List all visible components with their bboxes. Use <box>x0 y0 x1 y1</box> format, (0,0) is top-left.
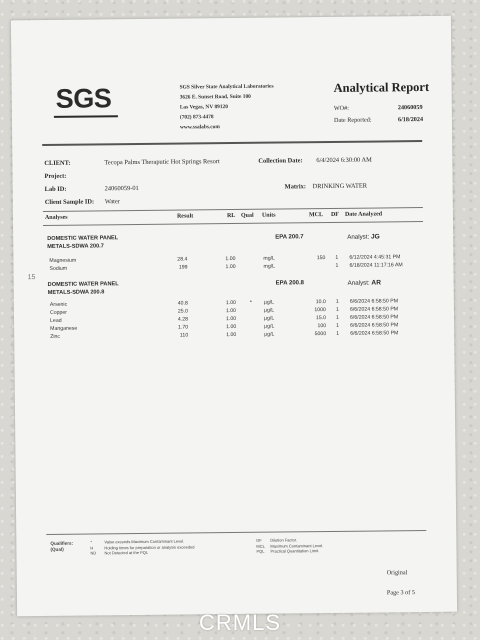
analyst-label: Analyst: <box>347 233 370 241</box>
row-df: 1 <box>335 314 339 321</box>
row-result: 110 <box>179 332 189 339</box>
date-reported-value: 6/18/2024 <box>397 116 424 124</box>
row-mcl: 5000 <box>314 331 327 338</box>
matrix-value: DRINKING WATER <box>312 182 368 191</box>
logo-underline <box>54 115 118 118</box>
row-rl: 1.00 <box>225 307 237 315</box>
wo-number: 24060059 <box>397 104 423 112</box>
row-df: 1 <box>335 306 339 313</box>
row-result: 25.0 <box>177 308 188 315</box>
analyst-label: Analyst: <box>347 279 370 287</box>
section-title-line2: METALS-SDWA 200.8 <box>47 289 105 296</box>
row-mcl: 1000 <box>314 307 326 314</box>
col-df: DF <box>330 211 339 218</box>
qualifier-code: H <box>90 544 94 551</box>
row-name: Magnesium <box>49 257 77 264</box>
lab-phone: (702) 873-4478 <box>179 114 214 121</box>
qualifier-code: PQL <box>256 548 265 554</box>
client-value: Tecopa Palms Theraputic Hot Springs Resort <box>104 158 220 167</box>
row-name: Zinc <box>50 333 61 340</box>
row-result: 40.8 <box>177 300 188 307</box>
analyst-field <box>347 233 380 240</box>
client-sample-label: Client Sample ID: <box>44 198 95 206</box>
analyst-field <box>348 279 381 286</box>
qualifier-code: ND <box>90 550 97 556</box>
qualifiers-label-line1: Qualifiers: <box>50 540 74 546</box>
col-result: Result <box>176 213 194 220</box>
row-mcl: 10.0 <box>315 299 326 306</box>
qualifier-item <box>256 548 323 554</box>
row-name: Arsenic <box>49 301 68 308</box>
row-df: 1 <box>335 254 339 261</box>
qualifier-text: Value exceeds Maximum Contaminant Level. <box>104 538 185 545</box>
matrix-label: Matrix: <box>284 183 306 191</box>
qualifiers-legend-left <box>90 538 194 556</box>
qualifier-item <box>90 549 194 556</box>
row-name: Lead <box>50 317 62 324</box>
row-mcl: 15.0 <box>315 315 327 322</box>
row-units: mg/L <box>263 255 275 262</box>
qualifier-text: Maximum Contaminant Level. <box>270 542 324 549</box>
client-label: CLIENT: <box>44 159 71 167</box>
col-date-analyzed: Date Analyzed <box>344 211 383 218</box>
row-mcl: 150 <box>316 255 326 262</box>
row-date: 6/6/2024 6:58:50 PM <box>350 322 399 329</box>
section-title-line1: DOMESTIC WATER PANEL <box>47 281 119 288</box>
collection-date-label: Collection Date: <box>258 157 303 165</box>
date-reported-label: Date Reported: <box>333 116 372 124</box>
row-result: 4.28 <box>177 316 189 323</box>
page-number: Page 3 of 5 <box>386 589 415 597</box>
project-label: Project: <box>44 172 67 180</box>
row-rl: 1.00 <box>225 263 236 271</box>
row-units: µg/L <box>264 331 275 338</box>
analyst-initials: AR <box>371 279 381 287</box>
qualifiers-label-line2: (Qual) <box>50 546 64 552</box>
qualifiers-legend-right <box>256 537 323 554</box>
qualifiers-label <box>50 541 73 552</box>
row-df: 1 <box>336 330 340 337</box>
row-qual: * <box>249 299 252 306</box>
row-date: 6/6/2024 6:58:50 PM <box>349 306 399 313</box>
lab-name: SGS Silver State Analytical Laboratories <box>179 83 274 91</box>
row-result: 28.4 <box>177 256 188 263</box>
row-units: µg/L <box>264 323 275 330</box>
footer-rule <box>46 530 426 535</box>
handwritten-note: 15 <box>27 274 36 282</box>
lab-address-block <box>180 82 274 133</box>
original-stamp: Original <box>386 569 408 577</box>
row-df: 1 <box>335 298 339 305</box>
col-qual: Qual <box>240 212 254 219</box>
report-page <box>11 16 457 617</box>
client-sample-value: Water <box>104 198 120 206</box>
col-units: Units <box>261 212 276 219</box>
col-mcl: MCL <box>308 212 323 219</box>
qualifier-text: Holding times for preparation or analysis exceeded <box>104 543 195 550</box>
analyst-initials: JG <box>370 233 380 241</box>
row-date: 6/6/2024 6:58:50 PM <box>350 330 399 337</box>
lab-id-value: 24060059-01 <box>104 184 139 193</box>
row-result: 199 <box>178 264 188 271</box>
row-units: µg/L <box>263 315 275 322</box>
lab-address-line1: 3626 E. Sunset Road, Suite 100 <box>179 93 251 101</box>
row-units: mg/L <box>263 263 276 270</box>
row-rl: 1.00 <box>225 255 236 263</box>
header-divider <box>42 140 422 145</box>
row-result: 1.70 <box>177 324 189 331</box>
col-rl: RL <box>226 212 236 220</box>
qualifier-code: MCL <box>256 543 265 549</box>
row-name: Manganese <box>50 325 78 332</box>
crmls-watermark: CRMLS <box>198 610 281 635</box>
qualifier-text: Dilution Factor. <box>270 537 298 543</box>
row-units: µg/L <box>263 307 275 314</box>
row-date: 6/6/2024 6:58:50 PM <box>349 314 399 321</box>
section-title <box>48 280 119 297</box>
lab-website: www.ssalabs.com <box>179 124 220 131</box>
row-rl: 1.00 <box>226 315 237 323</box>
row-mcl: 100 <box>317 323 327 330</box>
row-date: 6/18/2024 11:17:16 AM <box>349 262 403 269</box>
wo-label: WO#: <box>333 104 349 112</box>
col-analyses: Analyses <box>44 214 68 221</box>
qualifier-text: Practical Quantitation Limit. <box>270 548 320 554</box>
row-units: µg/L <box>263 299 275 306</box>
section-title-line1: DOMESTIC WATER PANEL <box>47 235 119 242</box>
qualifier-code: DF <box>256 537 262 543</box>
row-rl: 1.00 <box>226 331 237 339</box>
row-date: 6/6/2024 6:58:50 PM <box>349 298 399 305</box>
lab-id-label: Lab ID: <box>44 185 67 193</box>
method-label: EPA 200.8 <box>275 280 305 287</box>
method-label: EPA 200.7 <box>275 234 304 241</box>
report-title: Analytical Report <box>333 79 430 95</box>
row-date: 6/12/2024 4:45:31 PM <box>349 254 401 261</box>
table-header-rule <box>43 221 423 226</box>
row-rl: 1.00 <box>226 323 237 331</box>
row-name: Copper <box>49 309 68 316</box>
row-name: Sodium <box>49 265 68 272</box>
qualifier-code: * <box>90 539 92 545</box>
row-df: 1 <box>335 262 339 269</box>
row-rl: 1.00 <box>225 299 237 307</box>
lab-address-line2: Las Vegas, NV 89120 <box>179 104 228 111</box>
qualifier-text: Not Detected at the PQL <box>104 549 149 556</box>
section-title-line2: METALS-SDWA 200.7 <box>47 243 104 250</box>
section-title <box>47 234 118 251</box>
row-df: 1 <box>336 322 340 329</box>
sgs-logo: SGS <box>55 83 112 114</box>
collection-date-value: 6/4/2024 6:30:00 AM <box>316 156 372 165</box>
